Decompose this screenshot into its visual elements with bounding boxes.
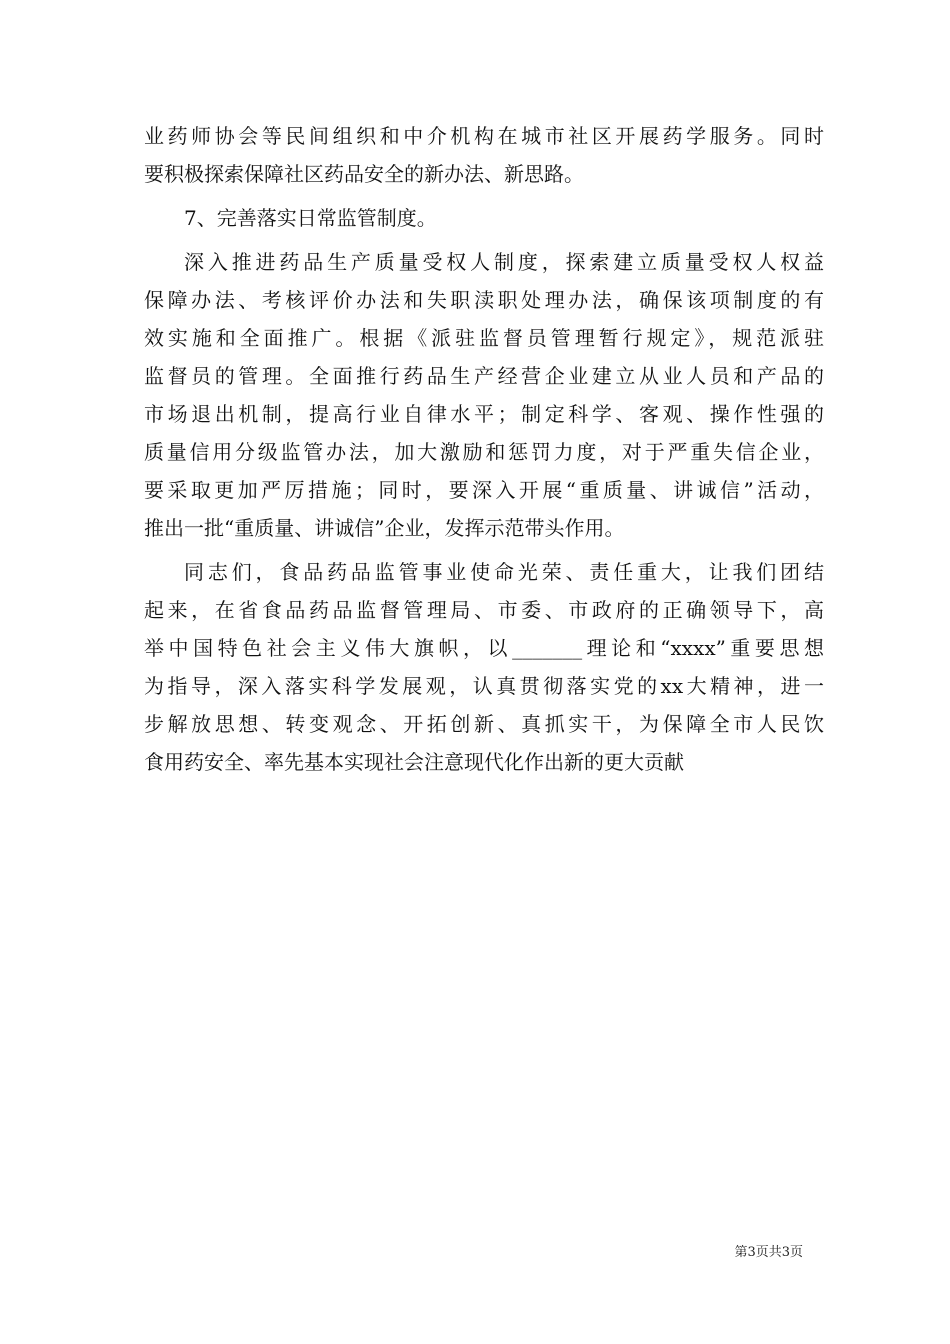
text-line: 为指导，深入落实科学发展观，认真贯彻落实党的xx大精神，进一 [144,674,824,698]
text-line: 推出一批“重质量、讲诚信”企业，发挥示范带头作用。 [144,516,625,540]
text-line: 起来，在省食品药品监督管理局、市委、市政府的正确领导下，高 [144,598,824,622]
text-line: 深入推进药品生产质量受权人制度，探索建立质量受权人权益 [184,250,824,274]
text-line: 业药师协会等民间组织和中介机构在城市社区开展药学服务。同时 [144,124,824,148]
document-body [144,117,824,781]
paragraph-supervision [144,243,824,547]
paragraph-continuation [144,117,824,193]
text-line: 效实施和全面推广。根据《派驻监督员管理暂行规定》，规范派驻 [144,326,824,350]
text-line: 步解放思想、转变观念、开拓创新、真抓实干，为保障全市人民饮 [144,712,824,736]
text-line: 食用药安全、率先基本实现社会注意现代化作出新的更大贡献 [144,750,684,774]
text-line: 质量信用分级监管办法，加大激励和惩罚力度，对于严重失信企业， [144,440,824,464]
text-line: 要采取更加严厉措施；同时，要深入开展“重质量、讲诚信”活动， [144,478,824,502]
text-line: 举中国特色社会主义伟大旗帜，以_______理论和“xxxx”重要思想 [144,636,824,660]
text-line: 监督员的管理。全面推行药品生产经营企业建立从业人员和产品的 [144,364,824,388]
text-line: 市场退出机制，提高行业自律水平；制定科学、客观、操作性强的 [144,402,824,426]
page-number-footer: 第3页共3页 [734,1245,803,1260]
section-heading [144,199,824,237]
text-line: 保障办法、考核评价办法和失职渎职处理办法，确保该项制度的有 [144,288,824,312]
text-line: 同志们，食品药品监管事业使命光荣、责任重大，让我们团结 [184,560,824,584]
heading-line: 7、完善落实日常监管制度。 [184,206,437,230]
text-line: 要积极探索保障社区药品安全的新办法、新思路。 [144,162,584,186]
paragraph-closing [144,553,824,781]
